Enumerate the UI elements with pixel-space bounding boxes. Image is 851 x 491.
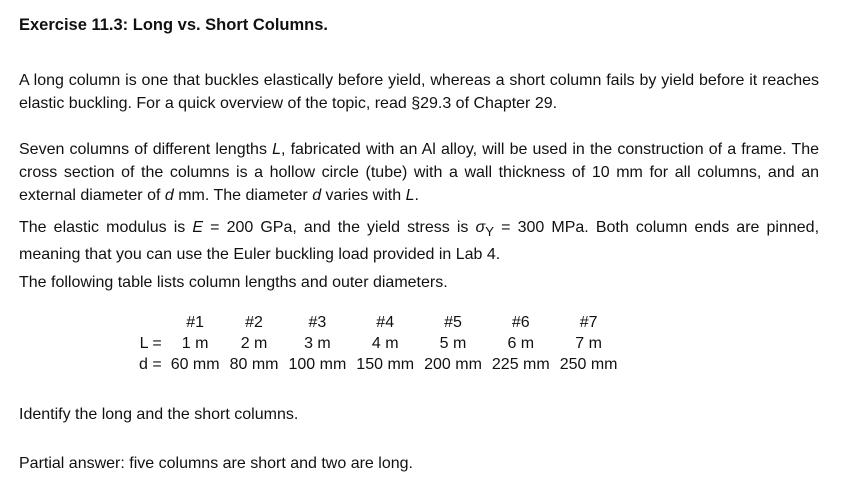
desc-text-1: Seven columns of different lengths xyxy=(19,141,273,158)
diameter-cell: 225 mm xyxy=(491,355,550,373)
length-cell: 5 m xyxy=(439,334,467,352)
header-spacer xyxy=(134,312,166,333)
column-header: #7 xyxy=(579,313,598,331)
diameter-cell: 60 mm xyxy=(170,355,220,373)
column-header: #1 xyxy=(186,313,205,331)
length-label: L = xyxy=(139,334,162,352)
diameter-cell: 250 mm xyxy=(559,355,618,373)
diameter-cell: 100 mm xyxy=(288,355,347,373)
question-text: Identify the long and the short columns. xyxy=(19,406,299,423)
diameter-row xyxy=(134,354,622,375)
properties-paragraph xyxy=(19,216,819,266)
column-header: #6 xyxy=(511,313,530,331)
diameter-cell: 200 mm xyxy=(424,355,482,373)
diameter-label: d = xyxy=(139,355,162,373)
column-header: #4 xyxy=(376,313,395,331)
length-cell: 2 m xyxy=(240,334,268,352)
prop-text-2: = 200 GPa, and the yield stress is xyxy=(203,219,476,236)
column-header: #2 xyxy=(245,313,263,331)
var-length: L xyxy=(272,141,281,158)
var-length-2: L xyxy=(405,187,415,204)
column-header: #3 xyxy=(308,313,327,331)
partial-answer: Partial answer: five columns are short and two are long. xyxy=(19,455,413,472)
desc-text-3: mm. The diameter xyxy=(173,187,313,204)
length-cell: 4 m xyxy=(371,334,399,352)
desc-text-2: , fabricated with an Al alloy, will be used in the construction of a frame. The cross section of the columns is a hollow circle (tube) with a wall thickness of 10 mm for all columns, and an external diameter of xyxy=(19,141,819,204)
var-sigma: σ xyxy=(475,219,486,236)
length-row xyxy=(134,333,622,354)
var-diameter: d xyxy=(164,187,174,204)
table-intro: The following table lists column lengths and outer diameters. xyxy=(19,274,448,291)
prop-text-3: = 300 MPa. Both column ends are pinned, meaning that you can use the Euler buckling load provided in Lab 4. xyxy=(19,219,820,264)
length-cell: 6 m xyxy=(507,334,535,352)
var-sigma-subscript: Y xyxy=(485,224,495,240)
exercise-title: Exercise 11.3: Long vs. Short Columns. xyxy=(19,16,329,34)
diameter-cell: 150 mm xyxy=(356,355,415,373)
desc-text-5: . xyxy=(414,187,419,204)
length-cell: 7 m xyxy=(575,334,602,352)
description-paragraph xyxy=(19,138,819,207)
var-diameter-2: d xyxy=(312,187,322,204)
table-header-row xyxy=(134,312,622,333)
intro-paragraph: A long column is one that buckles elastically before yield, whereas a short column fails by yield before it reaches elastic buckling. For a quick overview of the topic, read §29.3 of Chapter 29. xyxy=(19,72,819,112)
column-header: #5 xyxy=(444,313,462,331)
prop-text-1: The elastic modulus is xyxy=(19,219,193,236)
var-modulus: E xyxy=(192,219,204,236)
length-cell: 3 m xyxy=(304,334,331,352)
length-cell: 1 m xyxy=(181,334,209,352)
columns-table xyxy=(134,312,622,375)
diameter-cell: 80 mm xyxy=(229,355,279,373)
desc-text-4: varies with xyxy=(321,187,406,204)
